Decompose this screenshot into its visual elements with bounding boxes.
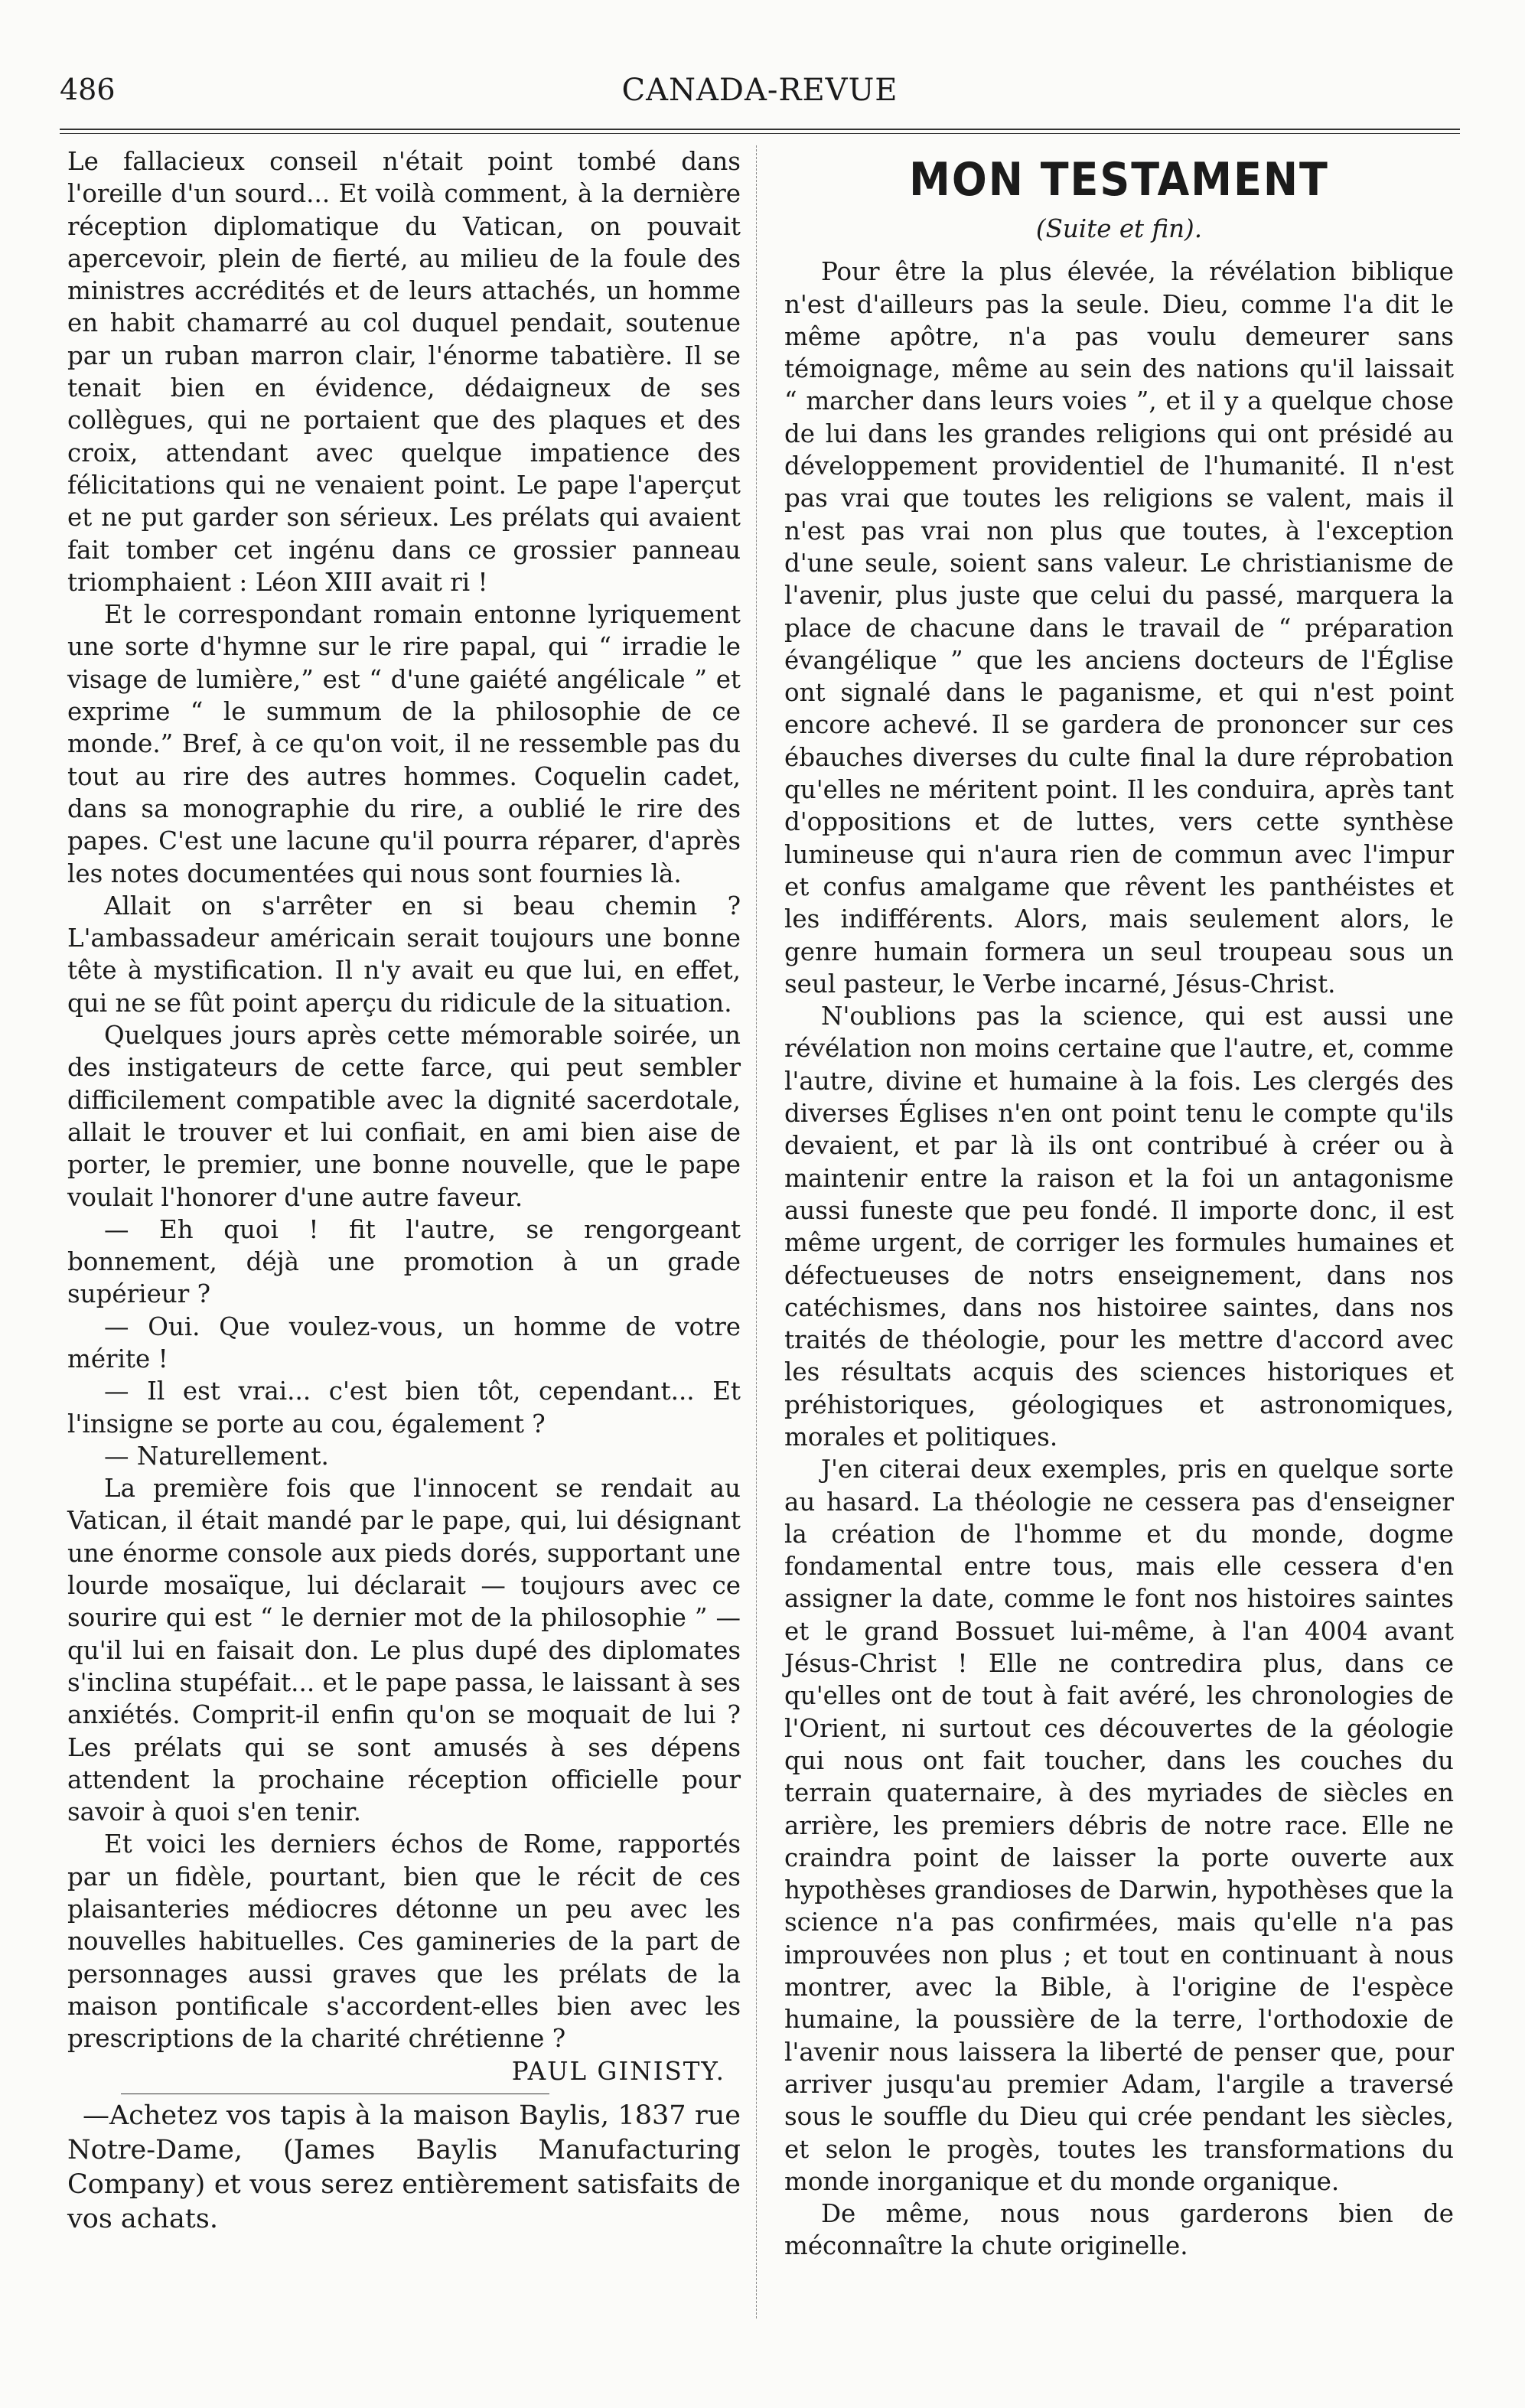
article-paragraph: Et voici les derniers échos de Rome, rapportés par un fidèle, pourtant, bien que le récit de ces plaisanteries médiocres détonne un peu avec les nouvelles habituelles. Ces gamineries de la part de personnages aussi graves que les prélats de la maison pontificale s'accordent-elles bien avec les prescriptions de la charité chrétienne ? — [67, 1830, 741, 2054]
header-rule — [60, 129, 1460, 130]
header-rule-thin — [60, 133, 1460, 134]
dialogue-line: — Eh quoi ! fit l'autre, se rengorgeant bonnement, déjà une promotion à un grade supérieur ? — [67, 1214, 741, 1309]
article-paragraph: Le fallacieux conseil n'était point tombé dans l'oreille d'un sourd... Et voilà comment, à la dernière réception diplomatique du Vatican, on pouvait apercevoir, plein de fierté, au milieu de la foule des ministres accrédités et de leurs attachés, un homme en habit chamarré au col duquel pendait, soutenue par un ruban marron clair, l'énorme tabatière. Il se tenait bien en évidence, dédaigneux de ses collègues, qui ne portaient que des plaques et des croix, attendant avec quelque impatience des félicitations qui ne venaient point. Le pape l'aperçut et ne put garder son sérieux. Les prélats qui avaient fait tomber cet ingénu dans ce grossier panneau triomphaient : Léon XIII avait ri ! — [67, 147, 741, 597]
article-paragraph: J'en citerai deux exemples, pris en quelque sorte au hasard. La théologie ne cessera pas d'enseigner la création de l'homme et du monde, dogme fondamental entre tous, mais elle cessera d'en assigner la date, comme le font nos histoires saintes et le grand Bossuet lui-même, à l'an 4004 avant Jésus-Christ ! Elle ne contredira plus, dans ce qu'elles ont de tout à fait avéré, les chronologies de l'Orient, ni surtout ces découvertes de la géologie qui nous ont fait toucher, dans les couches du terrain quaternaire, à des myriades de siècles en arrière, les premiers débris de notre race. Elle ne craindra point de laisser la porte ouverte aux hypothèses grandioses de Darwin, hypothèses que la science n'a pas confirmées, mais qu'elle n'a pas improuvées non plus ; et tout en continuant à nous montrer, avec la Bible, à l'origine de l'espèce humaine, la poussière de la terre, l'orthodoxie de l'avenir nous laissera la liberté de penser que, pour arriver jusqu'au premier Adam, l'argile a traversé sous le souffle du Dieu qui crée pendant les siècles, et selon le progès, toutes les transformations du monde inorganique et du monde organique. — [784, 1455, 1454, 2196]
running-title: CANADA-REVUE — [621, 73, 898, 108]
advertisement-text: —Achetez vos tapis à la maison Baylis, 1837 rue Notre-Dame, (James Baylis Manufacturing Company) et vous serez entièrement satisfaits de vos achats. — [67, 2100, 741, 2234]
advertisement — [67, 2099, 741, 2237]
column-divider — [756, 145, 757, 2318]
article-subtitle: (Suite et fin). — [1035, 214, 1203, 243]
article-paragraph: Allait on s'arrêter en si beau chemin ? L'ambassadeur américain serait toujours une bonne tête à mystification. Il n'y avait eu que lui, en effet, qui ne se fût point aperçu du ridicule de la situation. — [67, 891, 741, 1018]
article-title: MON TESTAMENT — [909, 153, 1329, 207]
dialogue-line: — Il est vrai... c'est bien tôt, cependant... Et l'insigne se porte au cou, également ? — [67, 1377, 741, 1439]
page-header — [60, 73, 1460, 119]
right-column — [784, 145, 1454, 2263]
author-signature: PAUL GINISTY. — [511, 2056, 725, 2086]
dialogue-line: — Naturellement. — [104, 1441, 329, 1471]
page-number: 486 — [60, 73, 116, 106]
dialogue-line: — Oui. Que voulez-vous, un homme de votre mérite ! — [67, 1312, 741, 1373]
article-paragraph: Quelques jours après cette mémorable soirée, un des instigateurs de cette farce, qui peut sembler difficilement compatible avec la dignité sacerdotale, allait le trouver et lui confiait, en ami bien aise de porter, le premier, une bonne nouvelle, que le pape voulait l'honorer d'une autre faveur. — [67, 1021, 741, 1212]
article-paragraph: De même, nous nous garderons bien de méconnaître la chute originelle. — [784, 2199, 1454, 2261]
article-paragraph: La première fois que l'innocent se rendait au Vatican, il était mandé par le pape, qui, lui désignant une énorme console aux pieds dorés, supportant une lourde mosaïque, lui déclarait — toujours avec ce sourire qui est “ le dernier mot de la philosophie ” — qu'il lui en faisait don. Le plus dupé des diplomates s'inclina stupéfait... et le pape passa, le laissant à ses anxiétés. Comprit-il enfin qu'on se moquait de lui ? Les prélats qui se sont amusés à ses dépens attendent la prochaine réception officielle pour savoir à quoi s'en tenir. — [67, 1474, 741, 1827]
article-paragraph: N'oublions pas la science, qui est aussi une révélation non moins certaine que l'autre, et, comme l'autre, divine et humaine à la fois. Les clergés des diverses Églises n'en ont point tenu le compte qu'ils devaient, et par là ils ont contribué à créer ou à maintenir entre la raison et la foi un antagonisme aussi funeste que peu fondé. Il importe donc, il est même urgent, de corriger les formules humaines et défectueuses de notrs enseignement, dans nos catéchismes, dans nos histoiree saintes, dans nos traités de théologie, pour les mettre d'accord avec les résultats acquis des sciences historiques et préhistoriques, géologiques et astronomiques, morales et politiques. — [784, 1002, 1454, 1452]
article-paragraph: Pour être la plus élevée, la révélation biblique n'est d'ailleurs pas la seule. Dieu, comme l'a dit le même apôtre, n'a pas voulu demeurer sans témoignage, même au sein des nations qu'il laissait “ marcher dans leurs voies ”, et il y a quelque chose de lui dans les grandes religions qui ont présidé au développement providentiel de l'humanité. Il n'est pas vrai que toutes les religions se valent, mais il n'est pas vrai non plus que toutes, à l'exception d'une seule, soient sans valeur. Le christianisme de l'avenir, plus juste que celui du passé, marquera la place de chacune dans le travail de “ préparation évangélique ” que les anciens docteurs de l'Église ont signalé dans le paganisme, et qui n'est point encore achevé. Il se gardera de prononcer sur ces ébauches diverses du culte final la dure réprobation qu'elles ne méritent point. Il les conduira, après tant d'oppositions et de luttes, vers cette synthèse lumineuse qui n'aura rien de commun avec l'impur et confus amalgame que rêvent les panthéistes et les indifférents. Alors, mais seulement alors, le genre humain formera un seul troupeau sous un seul pasteur, le Verbe incarné, Jésus-Christ. — [784, 257, 1454, 999]
article-paragraph: Et le correspondant romain entonne lyriquement une sorte d'hymne sur le rire papal, qui “ irradie le visage de lumière,” est “ d'une gaiété angélicale ” et exprime “ le summum de la philosophie de ce monde.” Bref, à ce qu'on voit, il ne ressemble pas du tout au rire des autres hommes. Coquelin cadet, dans sa monographie du rire, a oublié le rire des papes. C'est une lacune qu'il pourra réparer, d'après les notes documentées qui nous sont fournies là. — [67, 600, 741, 888]
left-column — [67, 145, 741, 2237]
